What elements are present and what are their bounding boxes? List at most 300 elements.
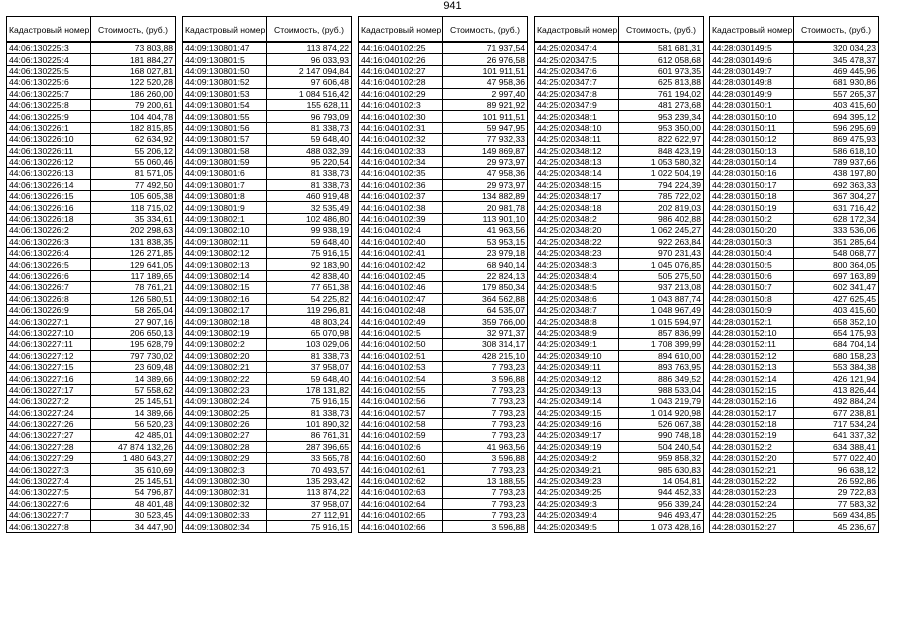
cost-cell: 785 722,02 [619, 191, 704, 202]
cadastral-number-cell: 44:28:030152:18 [710, 418, 794, 429]
cost-cell: 77 492,50 [91, 179, 176, 190]
table-row [710, 122, 879, 133]
cost-cell: 426 121,94 [794, 373, 879, 384]
cost-cell: 186 260,00 [91, 88, 176, 99]
table-row [710, 304, 879, 315]
table-row [359, 510, 528, 521]
cost-cell: 117 189,65 [91, 270, 176, 281]
table-row [710, 111, 879, 122]
table-row [710, 42, 879, 54]
table-row [535, 396, 704, 407]
cadastral-number-cell: 44:06:130227:8 [7, 521, 91, 532]
cadastral-number-cell: 44:09:130801:6 [183, 168, 267, 179]
cadastral-number-cell: 44:06:130227:1 [7, 316, 91, 327]
table-row [535, 134, 704, 145]
cadastral-number-cell: 44:06:130227:27 [7, 430, 91, 441]
cost-cell: 469 445,96 [794, 65, 879, 76]
table-row [535, 339, 704, 350]
cost-cell: 988 533,04 [619, 384, 704, 395]
table-row [535, 168, 704, 179]
cadastral-number-cell: 44:25:020349:25 [535, 487, 619, 498]
table-row [710, 179, 879, 190]
cost-cell: 601 973,35 [619, 65, 704, 76]
cost-cell: 7 793,23 [443, 418, 528, 429]
cost-cell: 97 606,48 [267, 77, 352, 88]
table-row [7, 111, 176, 122]
table-row [359, 464, 528, 475]
cost-cell: 27 112,91 [267, 510, 352, 521]
table-row [7, 293, 176, 304]
cost-cell: 149 869,87 [443, 145, 528, 156]
cadastral-number-cell: 44:28:030149:8 [710, 77, 794, 88]
cost-cell: 953 350,00 [619, 122, 704, 133]
cost-cell: 81 338,73 [267, 407, 352, 418]
cost-cell: 47 958,36 [443, 77, 528, 88]
cost-cell: 697 163,89 [794, 270, 879, 281]
cadastral-number-cell: 44:25:020347:8 [535, 88, 619, 99]
cost-cell: 33 565,78 [267, 453, 352, 464]
cadastral-number-cell: 44:09:130801:53 [183, 88, 267, 99]
cost-cell: 26 976,58 [443, 54, 528, 65]
table-row [535, 430, 704, 441]
table-row [535, 42, 704, 54]
table-row [7, 350, 176, 361]
cadastral-number-cell: 44:25:020349:23 [535, 475, 619, 486]
cost-cell: 937 213,08 [619, 282, 704, 293]
cadastral-number-cell: 44:09:130802:17 [183, 304, 267, 315]
cadastral-number-cell: 44:06:130225:7 [7, 88, 91, 99]
cadastral-number-cell: 44:28:030150:16 [710, 168, 794, 179]
cost-cell: 7 793,23 [443, 396, 528, 407]
cost-cell: 37 958,07 [267, 361, 352, 372]
cadastral-number-cell: 44:28:030150:7 [710, 282, 794, 293]
table-row [7, 145, 176, 156]
cost-cell: 308 314,17 [443, 339, 528, 350]
table-row [183, 77, 352, 88]
cost-cell: 14 389,66 [91, 407, 176, 418]
cadastral-number-cell: 44:25:020349:13 [535, 384, 619, 395]
cost-cell: 179 850,34 [443, 282, 528, 293]
cost-cell: 13 188,55 [443, 475, 528, 486]
cadastral-table-2 [182, 16, 352, 533]
cost-cell: 894 610,00 [619, 350, 704, 361]
table-row [7, 418, 176, 429]
cost-cell: 3 596,88 [443, 453, 528, 464]
table-row [7, 384, 176, 395]
cadastral-number-cell: 44:28:030152:17 [710, 407, 794, 418]
cadastral-number-cell: 44:16:040102:29 [359, 88, 443, 99]
table-row [359, 407, 528, 418]
cadastral-number-cell: 44:06:130227:26 [7, 418, 91, 429]
table-row [183, 361, 352, 372]
table-row [359, 88, 528, 99]
cadastral-number-cell: 44:16:040102:50 [359, 339, 443, 350]
table-row [710, 225, 879, 236]
table-row [535, 88, 704, 99]
cost-cell: 134 882,89 [443, 191, 528, 202]
cost-cell: 42 838,40 [267, 270, 352, 281]
cadastral-number-cell: 44:28:030152:23 [710, 487, 794, 498]
table-row [710, 248, 879, 259]
cost-cell: 946 493,47 [619, 510, 704, 521]
cost-cell: 1 045 076,85 [619, 259, 704, 270]
cost-cell: 985 630,83 [619, 464, 704, 475]
table-row [183, 134, 352, 145]
cost-cell: 55 206,12 [91, 145, 176, 156]
table-row [359, 202, 528, 213]
cadastral-number-cell: 44:09:130802:25 [183, 407, 267, 418]
cadastral-number-cell: 44:16:040102:6 [359, 441, 443, 452]
cadastral-number-cell: 44:25:020349:1 [535, 339, 619, 350]
cadastral-number-cell: 44:09:130802:31 [183, 487, 267, 498]
table-row [710, 236, 879, 247]
cost-cell: 1 043 887,74 [619, 293, 704, 304]
table-row [710, 191, 879, 202]
cost-cell: 29 973,97 [443, 179, 528, 190]
cost-cell: 526 067,38 [619, 418, 704, 429]
cost-cell: 26 592,86 [794, 475, 879, 486]
table-row [535, 111, 704, 122]
cost-cell: 577 022,40 [794, 453, 879, 464]
cadastral-number-cell: 44:16:040102:55 [359, 384, 443, 395]
table-row [7, 236, 176, 247]
cadastral-number-cell: 44:25:020349:21 [535, 464, 619, 475]
table-row [7, 88, 176, 99]
table-row [7, 475, 176, 486]
table-row [183, 270, 352, 281]
cost-cell: 32 971,37 [443, 327, 528, 338]
cadastral-number-cell: 44:16:040102:63 [359, 487, 443, 498]
cadastral-number-cell: 44:25:020348:7 [535, 304, 619, 315]
table-row [710, 384, 879, 395]
table-row [710, 339, 879, 350]
cost-cell: 103 029,06 [267, 339, 352, 350]
cadastral-number-cell: 44:25:020349:5 [535, 521, 619, 532]
table-row [7, 259, 176, 270]
cost-cell: 794 224,39 [619, 179, 704, 190]
cost-cell: 32 535,49 [267, 202, 352, 213]
table-row [535, 384, 704, 395]
cadastral-number-cell: 44:25:020348:15 [535, 179, 619, 190]
cadastral-number-cell: 44:16:040102:57 [359, 407, 443, 418]
header-cadastral: Кадастровый номер [183, 17, 267, 43]
cadastral-number-cell: 44:16:040102:35 [359, 168, 443, 179]
table-row [183, 122, 352, 133]
cost-cell: 677 238,81 [794, 407, 879, 418]
cost-cell: 202 298,63 [91, 225, 176, 236]
cost-cell: 81 338,73 [267, 179, 352, 190]
table-row [359, 487, 528, 498]
table-row [359, 418, 528, 429]
table-row [183, 327, 352, 338]
cadastral-number-cell: 44:25:020349:11 [535, 361, 619, 372]
table-row [359, 156, 528, 167]
cadastral-number-cell: 44:09:130801:57 [183, 134, 267, 145]
table-row [7, 134, 176, 145]
cadastral-number-cell: 44:06:130225:5 [7, 65, 91, 76]
table-row [359, 259, 528, 270]
cost-cell: 56 520,23 [91, 418, 176, 429]
cadastral-number-cell: 44:25:020348:18 [535, 202, 619, 213]
table-row [7, 498, 176, 509]
cadastral-number-cell: 44:09:130802:20 [183, 350, 267, 361]
cost-cell: 195 628,79 [91, 339, 176, 350]
cost-cell: 7 793,23 [443, 430, 528, 441]
cadastral-number-cell: 44:16:040102:28 [359, 77, 443, 88]
table-row [359, 327, 528, 338]
table-row [710, 213, 879, 224]
table-row [183, 373, 352, 384]
cost-cell: 89 921,92 [443, 99, 528, 110]
cadastral-number-cell: 44:25:020349:15 [535, 407, 619, 418]
cadastral-number-cell: 44:28:030150:20 [710, 225, 794, 236]
table-row [710, 464, 879, 475]
table-row [710, 168, 879, 179]
cadastral-number-cell: 44:25:020348:11 [535, 134, 619, 145]
table-row [710, 77, 879, 88]
cadastral-number-cell: 44:25:020347:4 [535, 42, 619, 54]
table-row [710, 487, 879, 498]
cost-cell: 96 638,12 [794, 464, 879, 475]
cadastral-number-cell: 44:16:040102:64 [359, 498, 443, 509]
table-row [535, 225, 704, 236]
cadastral-number-cell: 44:06:130227:15 [7, 361, 91, 372]
cadastral-number-cell: 44:16:040102:5 [359, 327, 443, 338]
cadastral-number-cell: 44:09:130802:12 [183, 248, 267, 259]
table-row [710, 327, 879, 338]
table-row [359, 236, 528, 247]
cost-cell: 717 534,24 [794, 418, 879, 429]
cost-cell: 403 415,60 [794, 304, 879, 315]
table-row [7, 510, 176, 521]
cadastral-number-cell: 44:16:040102:49 [359, 316, 443, 327]
cost-cell: 101 911,51 [443, 65, 528, 76]
cadastral-number-cell: 44:16:040102:58 [359, 418, 443, 429]
cadastral-number-cell: 44:25:020348:1 [535, 111, 619, 122]
cost-cell: 75 916,15 [267, 521, 352, 532]
table-row [710, 316, 879, 327]
cadastral-number-cell: 44:09:130802:3 [183, 464, 267, 475]
cost-cell: 102 486,80 [267, 213, 352, 224]
cost-cell: 1 015 594,97 [619, 316, 704, 327]
cost-cell: 654 175,93 [794, 327, 879, 338]
cost-cell: 364 562,88 [443, 293, 528, 304]
cost-cell: 129 641,05 [91, 259, 176, 270]
cadastral-number-cell: 44:09:130802:16 [183, 293, 267, 304]
cost-cell: 1 708 399,99 [619, 339, 704, 350]
cost-cell: 7 793,23 [443, 384, 528, 395]
table-row [183, 65, 352, 76]
cadastral-number-cell: 44:06:130226:9 [7, 304, 91, 315]
cadastral-number-cell: 44:28:030152:15 [710, 384, 794, 395]
cadastral-number-cell: 44:09:130802:13 [183, 259, 267, 270]
cost-cell: 59 648,40 [267, 373, 352, 384]
cost-cell: 126 271,85 [91, 248, 176, 259]
cadastral-number-cell: 44:09:130801:47 [183, 42, 267, 54]
cost-cell: 58 265,04 [91, 304, 176, 315]
cost-cell: 413 826,44 [794, 384, 879, 395]
cadastral-number-cell: 44:25:020349:3 [535, 498, 619, 509]
cadastral-number-cell: 44:25:020349:10 [535, 350, 619, 361]
cost-cell: 92 183,90 [267, 259, 352, 270]
table-row [183, 282, 352, 293]
cost-cell: 403 415,60 [794, 99, 879, 110]
header-cost: Стоимость, (руб.) [619, 17, 704, 43]
table-row [535, 282, 704, 293]
table-row [183, 510, 352, 521]
cost-cell: 122 520,28 [91, 77, 176, 88]
cost-cell: 47 958,36 [443, 168, 528, 179]
cost-cell: 488 032,39 [267, 145, 352, 156]
cost-cell: 25 145,51 [91, 475, 176, 486]
table-row [183, 396, 352, 407]
cost-cell: 41 963,56 [443, 441, 528, 452]
cadastral-number-cell: 44:28:030152:12 [710, 350, 794, 361]
cadastral-number-cell: 44:06:130227:3 [7, 464, 91, 475]
cost-cell: 1 048 967,49 [619, 304, 704, 315]
cadastral-number-cell: 44:16:040102:46 [359, 282, 443, 293]
table-row [535, 418, 704, 429]
cost-cell: 680 158,23 [794, 350, 879, 361]
cadastral-number-cell: 44:09:130802:14 [183, 270, 267, 281]
table-row [7, 191, 176, 202]
table-row [183, 339, 352, 350]
cadastral-table-1 [6, 16, 176, 533]
cadastral-number-cell: 44:09:130802:2 [183, 339, 267, 350]
cost-cell: 64 535,07 [443, 304, 528, 315]
cadastral-number-cell: 44:28:030150:9 [710, 304, 794, 315]
table-row [710, 293, 879, 304]
cadastral-number-cell: 44:06:130227:11 [7, 339, 91, 350]
cost-cell: 118 715,02 [91, 202, 176, 213]
cost-cell: 287 396,65 [267, 441, 352, 452]
cadastral-number-cell: 44:09:130802:32 [183, 498, 267, 509]
table-row [7, 248, 176, 259]
cost-cell: 320 034,23 [794, 42, 879, 54]
cadastral-number-cell: 44:25:020348:6 [535, 293, 619, 304]
cost-cell: 59 947,95 [443, 122, 528, 133]
table-row [183, 316, 352, 327]
cost-cell: 7 793,23 [443, 510, 528, 521]
cost-cell: 602 341,47 [794, 282, 879, 293]
cadastral-number-cell: 44:28:030150:10 [710, 111, 794, 122]
cost-cell: 345 478,37 [794, 54, 879, 65]
cadastral-number-cell: 44:28:030150:8 [710, 293, 794, 304]
cadastral-number-cell: 44:25:020348:5 [535, 282, 619, 293]
cadastral-number-cell: 44:28:030149:6 [710, 54, 794, 65]
cost-cell: 3 596,88 [443, 373, 528, 384]
cadastral-number-cell: 44:25:020348:3 [535, 259, 619, 270]
table-row [7, 99, 176, 110]
cost-cell: 886 349,52 [619, 373, 704, 384]
cadastral-number-cell: 44:06:130227:12 [7, 350, 91, 361]
cadastral-number-cell: 44:28:030150:17 [710, 179, 794, 190]
cadastral-number-cell: 44:16:040102:53 [359, 361, 443, 372]
cost-cell: 848 423,19 [619, 145, 704, 156]
cadastral-number-cell: 44:06:130226:8 [7, 293, 91, 304]
table-row [7, 213, 176, 224]
cost-cell: 553 384,38 [794, 361, 879, 372]
cadastral-number-cell: 44:06:130226:16 [7, 202, 91, 213]
cadastral-number-cell: 44:16:040102:27 [359, 65, 443, 76]
cadastral-number-cell: 44:25:020347:6 [535, 65, 619, 76]
cadastral-number-cell: 44:16:040102:54 [359, 373, 443, 384]
cost-cell: 182 815,85 [91, 122, 176, 133]
cadastral-number-cell: 44:25:020349:16 [535, 418, 619, 429]
cadastral-number-cell: 44:16:040102:60 [359, 453, 443, 464]
table-row [359, 316, 528, 327]
table-row [7, 339, 176, 350]
table-row [359, 441, 528, 452]
cost-cell: 70 493,57 [267, 464, 352, 475]
table-row [535, 487, 704, 498]
cadastral-number-cell: 44:16:040102:34 [359, 156, 443, 167]
cadastral-number-cell: 44:09:130801:58 [183, 145, 267, 156]
cost-cell: 990 748,18 [619, 430, 704, 441]
table-row [7, 407, 176, 418]
cadastral-number-cell: 44:16:040102:61 [359, 464, 443, 475]
table-row [183, 430, 352, 441]
cost-cell: 101 911,51 [443, 111, 528, 122]
table-row [535, 259, 704, 270]
cadastral-number-cell: 44:16:040102:31 [359, 122, 443, 133]
cadastral-number-cell: 44:16:040102:36 [359, 179, 443, 190]
table-row [359, 179, 528, 190]
cost-cell: 800 364,05 [794, 259, 879, 270]
table-row [7, 202, 176, 213]
cost-cell: 202 819,03 [619, 202, 704, 213]
cadastral-number-cell: 44:28:030152:1 [710, 316, 794, 327]
cadastral-number-cell: 44:25:020348:8 [535, 316, 619, 327]
cost-cell: 77 932,33 [443, 134, 528, 145]
table-row [183, 304, 352, 315]
table-row [183, 225, 352, 236]
cadastral-number-cell: 44:16:040102:4 [359, 225, 443, 236]
cadastral-number-cell: 44:09:130802:26 [183, 418, 267, 429]
cadastral-number-cell: 44:09:130802:30 [183, 475, 267, 486]
cost-cell: 105 605,38 [91, 191, 176, 202]
cadastral-number-cell: 44:06:130226:1 [7, 122, 91, 133]
cadastral-number-cell: 44:06:130227:17 [7, 384, 91, 395]
cost-cell: 48 803,24 [267, 316, 352, 327]
table-row [359, 304, 528, 315]
cadastral-number-cell: 44:09:130801:59 [183, 156, 267, 167]
table-row [359, 54, 528, 65]
cost-cell: 492 884,24 [794, 396, 879, 407]
table-row [359, 270, 528, 281]
cost-cell: 944 452,33 [619, 487, 704, 498]
cost-cell: 131 838,35 [91, 236, 176, 247]
cadastral-number-cell: 44:28:030152:2 [710, 441, 794, 452]
table-row [535, 54, 704, 65]
table-row [535, 191, 704, 202]
cost-cell: 77 651,38 [267, 282, 352, 293]
cost-cell: 893 763,95 [619, 361, 704, 372]
cadastral-number-cell: 44:28:030152:21 [710, 464, 794, 475]
cadastral-number-cell: 44:28:030150:1 [710, 99, 794, 110]
table-row [535, 464, 704, 475]
table-row [710, 373, 879, 384]
cost-cell: 641 337,32 [794, 430, 879, 441]
cost-cell: 986 402,88 [619, 213, 704, 224]
cost-cell: 1 062 245,27 [619, 225, 704, 236]
table-row [7, 179, 176, 190]
cadastral-number-cell: 44:16:040102:25 [359, 42, 443, 54]
header-cadastral: Кадастровый номер [359, 17, 443, 43]
table-row [7, 122, 176, 133]
cadastral-number-cell: 44:25:020348:4 [535, 270, 619, 281]
cadastral-number-cell: 44:16:040102:66 [359, 521, 443, 532]
